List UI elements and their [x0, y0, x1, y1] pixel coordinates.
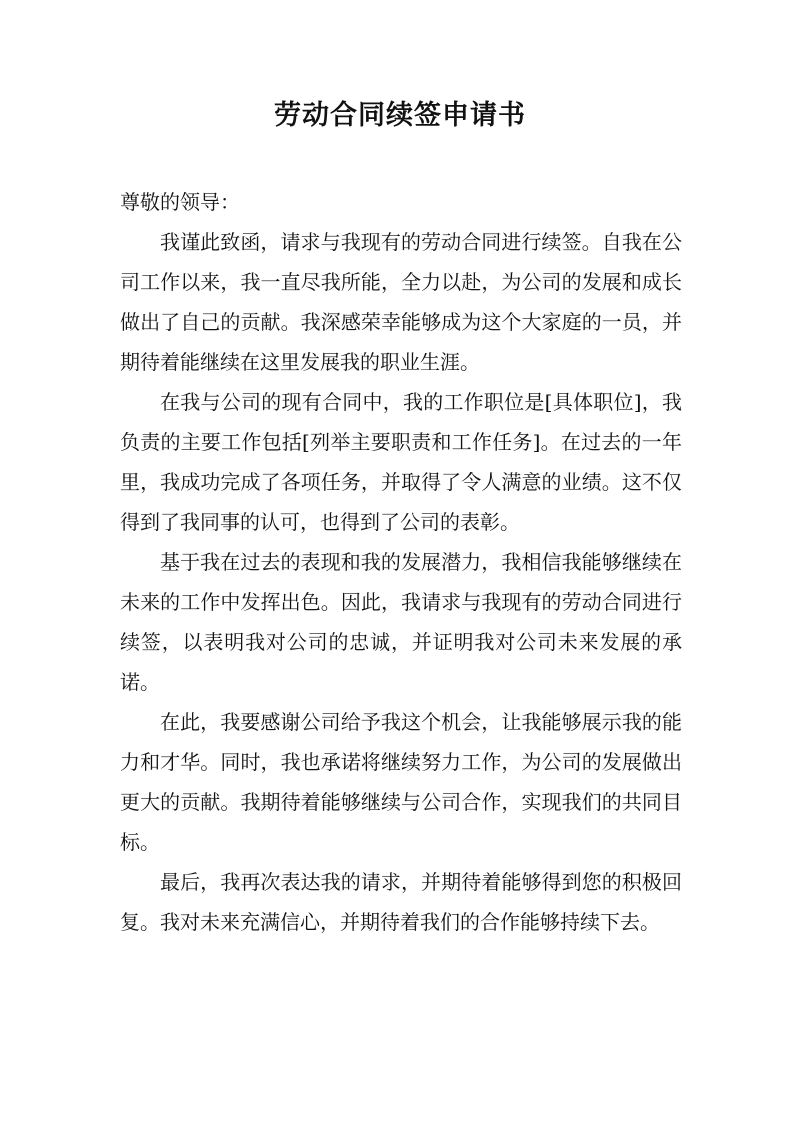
document-title: 劳动合同续签申请书 — [274, 100, 526, 131]
paragraph-1: 我谨此致函，请求与我现有的劳动合同进行续签。自我在公司工作以来，我一直尽我所能，全力以赴，为公司的发展和成长做出了自己的贡献。我深感荣幸能够成为这个大家庭的一员，并期待着能继续在这里发展我的职业生涯。 — [120, 230, 682, 374]
salutation: 尊敬的领导： — [120, 190, 240, 214]
document-body — [120, 182, 682, 942]
paragraph-3: 基于我在过去的表现和我的发展潜力，我相信我能够继续在未来的工作中发挥出色。因此，我请求与我现有的劳动合同进行续签，以表明我对公司的忠诚，并证明我对公司未来发展的承诺。 — [120, 550, 682, 694]
paragraph-2: 在我与公司的现有合同中，我的工作职位是[具体职位]，我负责的主要工作包括[列举主要职责和工作任务]。在过去的一年里，我成功完成了各项任务，并取得了令人满意的业绩。这不仅得到了我同事的认可，也得到了公司的表彰。 — [120, 390, 682, 534]
paragraph-4: 在此，我要感谢公司给予我这个机会，让我能够展示我的能力和才华。同时，我也承诺将继续努力工作，为公司的发展做出更大的贡献。我期待着能够继续与公司合作，实现我们的共同目标。 — [120, 710, 682, 854]
paragraph-5: 最后，我再次表达我的请求，并期待着能够得到您的积极回复。我对未来充满信心，并期待着我们的合作能够持续下去。 — [120, 870, 682, 934]
